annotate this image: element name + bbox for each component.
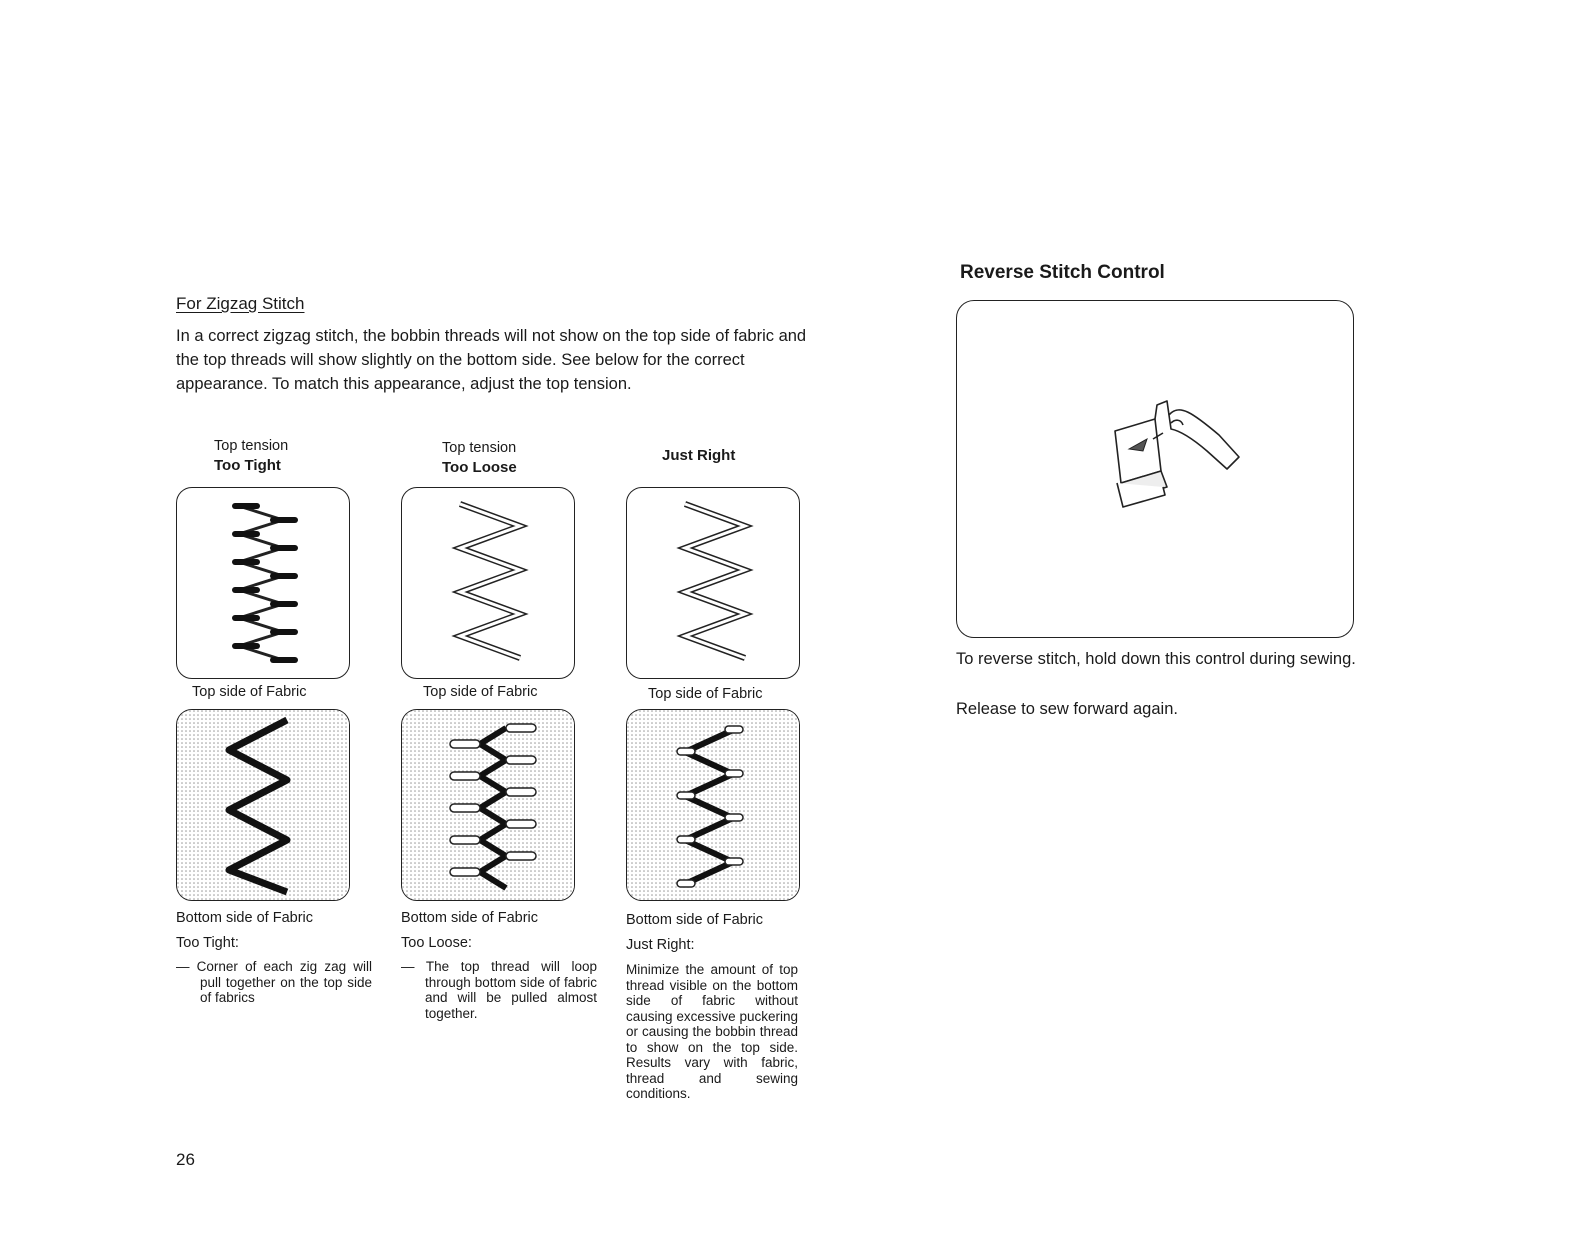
zigzag-loose-top-icon — [402, 488, 574, 678]
column-label-just-right — [662, 446, 735, 466]
intro-paragraph: In a correct zigzag stitch, the bobbin threads will not show on the top side of fabric and the top threads will show slightly on the bottom side. See below for the correct appearance. To match this appearance, adjust the top tension. — [176, 327, 807, 393]
zigzag-tight-bottom-icon — [177, 710, 349, 900]
section-heading: For Zigzag Stitch — [176, 294, 305, 313]
label-top-tension: Top tension — [214, 438, 289, 454]
reverse-stitch-lever-icon — [957, 301, 1353, 637]
zigzag-tight-top-icon — [177, 488, 349, 678]
desc-title-just-right: Just Right: — [626, 937, 695, 953]
desc-body-just-right: Minimize the amount of top thread visible on the bottom side of fabric without causing excessive puckering or causing the bobbin thread to show on the top side. Results vary with fabric, thread and sewing conditions. — [626, 962, 798, 1101]
label-too-loose: Too Loose — [442, 459, 517, 476]
reverse-stitch-illustration — [956, 300, 1354, 638]
caption-top-side-3: Top side of Fabric — [648, 686, 763, 702]
caption-bottom-side-3: Bottom side of Fabric — [626, 912, 763, 928]
zigzag-loose-bottom-icon — [402, 710, 574, 900]
reverse-stitch-instruction: To reverse stitch, hold down this control during sewing. — [956, 650, 1356, 668]
bottom-side-too-loose-illustration — [401, 709, 575, 901]
zigzag-just-right-bottom-icon — [627, 710, 799, 900]
top-side-just-right-illustration — [626, 487, 800, 679]
top-side-too-tight-illustration — [176, 487, 350, 679]
caption-top-side-1: Top side of Fabric — [192, 684, 307, 700]
bottom-side-too-tight-illustration — [176, 709, 350, 901]
desc-title-too-tight: Too Tight: — [176, 935, 239, 951]
caption-bottom-side-1: Bottom side of Fabric — [176, 910, 313, 926]
reverse-stitch-title: Reverse Stitch Control — [960, 262, 1165, 283]
desc-body-too-tight: — Corner of each zig zag will pull together on the top side of fabrics — [176, 959, 372, 1005]
caption-bottom-side-2: Bottom side of Fabric — [401, 910, 538, 926]
desc-title-too-loose: Too Loose: — [401, 935, 472, 951]
label-top-tension: Top tension — [442, 440, 517, 456]
label-just-right: Just Right — [662, 447, 736, 464]
caption-top-side-2: Top side of Fabric — [423, 684, 538, 700]
label-too-tight: Too Tight — [214, 457, 281, 474]
column-label-too-tight — [214, 436, 288, 476]
desc-body-too-loose: — The top thread will loop through bottom side of fabric and will be pulled almost together. — [401, 959, 597, 1021]
top-side-too-loose-illustration — [401, 487, 575, 679]
bottom-side-just-right-illustration — [626, 709, 800, 901]
reverse-stitch-release-text: Release to sew forward again. — [956, 700, 1178, 718]
column-label-too-loose — [442, 438, 517, 478]
page-number: 26 — [176, 1150, 195, 1169]
zigzag-just-right-top-icon — [627, 488, 799, 678]
